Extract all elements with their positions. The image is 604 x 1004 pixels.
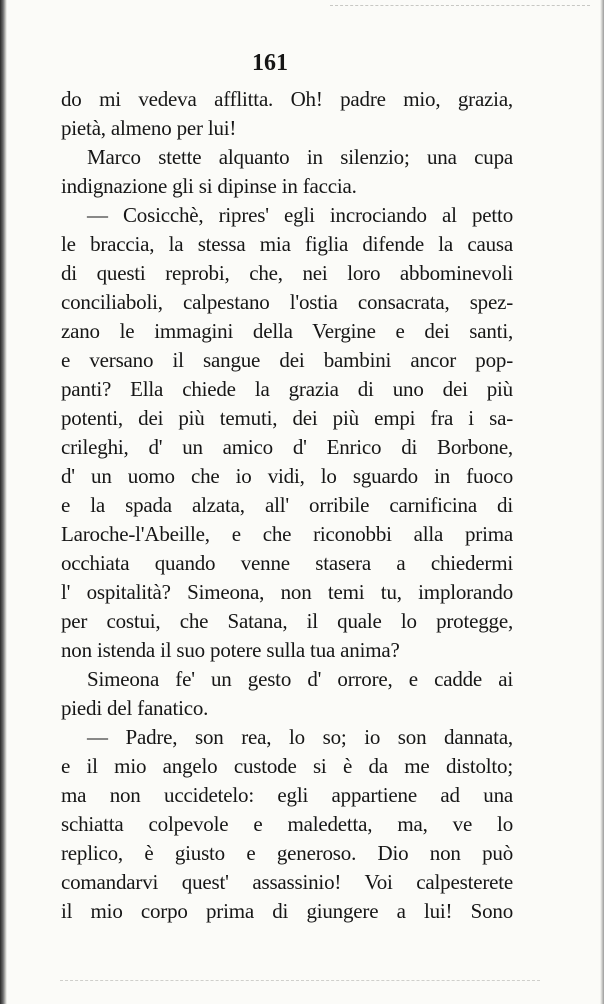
- text-line: e la spada alzata, all' orribile carnificina di: [61, 493, 513, 517]
- text-line: per costui, che Satana, il quale lo protegge,: [61, 609, 513, 633]
- text-line: Simeona fe' un gesto d' orrore, e cadde ai: [87, 667, 513, 691]
- text-line: e il mio angelo custode si è da me distolto;: [61, 754, 513, 778]
- text-line: pietà, almeno per lui!: [61, 116, 237, 140]
- text-line: potenti, dei più temuti, dei più empi fra i sa-: [61, 406, 513, 430]
- text-line: l' ospitalità? Simeona, non temi tu, implorando: [61, 580, 513, 604]
- text-line: conciliaboli, calpestano l'ostia consacrata, spez-: [61, 290, 513, 314]
- text-line: piedi del fanatico.: [61, 696, 209, 720]
- text-line: — Cosicchè, ripres' egli incrociando al petto: [87, 203, 513, 227]
- text-line: le braccia, la stessa mia figlia difende la causa: [61, 232, 513, 256]
- text-line: d' un uomo che io vidi, lo sguardo in fuoco: [61, 464, 513, 488]
- text-line: — Padre, son rea, lo so; io son dannata,: [87, 725, 513, 749]
- page-right-edge: [600, 0, 604, 1004]
- text-line: zano le immagini della Vergine e dei santi,: [61, 319, 513, 343]
- text-line: Laroche-l'Abeille, e che riconobbi alla prima: [61, 522, 513, 546]
- body-text: [61, 85, 513, 926]
- scan-artifact-top: [330, 5, 590, 7]
- text-line: di questi reprobi, che, nei loro abbominevoli: [61, 261, 513, 285]
- text-line: schiatta colpevole e maledetta, ma, ve lo: [61, 812, 513, 836]
- text-line: crileghi, d' un amico d' Enrico di Borbone,: [61, 435, 513, 459]
- page-number: 161: [252, 50, 288, 76]
- text-line: panti? Ella chiede la grazia di uno dei più: [61, 377, 513, 401]
- scan-artifact-bottom: [60, 980, 540, 982]
- text-line: non istenda il suo potere sulla tua anima?: [61, 638, 400, 662]
- text-line: indignazione gli si dipinse in faccia.: [61, 174, 357, 198]
- text-line: e versano il sangue dei bambini ancor pop-: [61, 348, 513, 372]
- text-line: ma non uccidetelo: egli appartiene ad una: [61, 783, 513, 807]
- text-line: comandarvi quest' assassinio! Voi calpesterete: [61, 870, 513, 894]
- text-line: occhiata quando venne stasera a chiedermi: [61, 551, 513, 575]
- text-line: replico, è giusto e generoso. Dio non può: [61, 841, 513, 865]
- text-line: do mi vedeva afflitta. Oh! padre mio, grazia,: [61, 87, 513, 111]
- text-line: il mio corpo prima di giungere a lui! Sono: [61, 899, 513, 923]
- page-binding-edge: [0, 0, 7, 1004]
- text-line: Marco stette alquanto in silenzio; una cupa: [87, 145, 513, 169]
